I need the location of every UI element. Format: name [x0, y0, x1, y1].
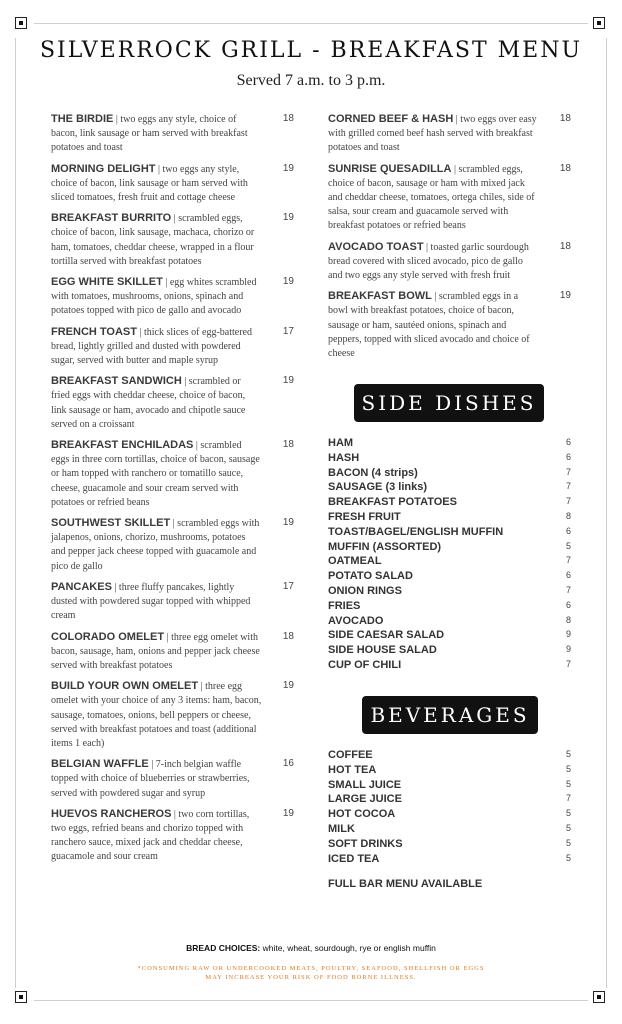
side-dish-row — [328, 659, 571, 674]
menu-item — [328, 240, 571, 284]
frame-bottom-line — [34, 1000, 588, 1001]
side-dish-row-name: HASH — [328, 451, 360, 464]
menu-item-price: 19 — [282, 212, 294, 224]
menu-item-description: | two corn tortillas, two eggs, refried beans and chorizo topped with ranchero sauce, mixed jack and cheddar cheese, guacamole and sour cream — [51, 808, 250, 863]
side-dish-row-price: 5 — [565, 540, 571, 551]
beverage-row-price: 5 — [565, 808, 571, 819]
menu-item — [51, 112, 294, 156]
menu-item-price: 19 — [282, 517, 294, 529]
side-dish-row-price: 6 — [565, 451, 571, 462]
menu-item — [51, 580, 294, 624]
side-dish-row-price: 6 — [565, 525, 571, 536]
beverages-list — [328, 749, 571, 867]
beverage-row — [328, 779, 571, 794]
right-menu-column — [328, 112, 571, 367]
corner-ornament-bottom-right — [593, 991, 605, 1003]
menu-item-name: HUEVOS RANCHEROS — [51, 807, 172, 820]
beverage-row — [328, 749, 571, 764]
menu-item-description: | scrambled eggs in a bowl with breakfast potatoes, choice of bacon, sausage or ham, sautéed onions, spinach and peppers, topped with sliced avocado and choice of cheese — [328, 291, 530, 360]
side-dish-row-price: 7 — [565, 584, 571, 595]
side-dish-row-name: FRESH FRUIT — [328, 510, 401, 523]
menu-item — [328, 112, 571, 156]
side-dish-row-name: BREAKFAST POTATOES — [328, 496, 457, 509]
menu-item-name: BREAKFAST BURRITO — [51, 212, 172, 225]
frame-right-line — [606, 38, 607, 988]
menu-item-description: | two eggs any style, choice of bacon, link sausage or ham served with sliced tomatoes, fresh fruit and cottage cheese — [51, 163, 248, 204]
menu-item-name: AVOCADO TOAST — [328, 240, 424, 253]
beverage-row-price: 5 — [565, 749, 571, 759]
side-dish-row — [328, 570, 571, 585]
menu-item-price: 18 — [559, 240, 571, 252]
side-dish-row-name: BACON (4 strips) — [328, 466, 418, 479]
menu-item-name: COLORADO OMELET — [51, 630, 165, 643]
side-dish-row-name: POTATO SALAD — [328, 570, 413, 583]
side-dish-row-name: FRIES — [328, 599, 361, 612]
menu-item-description: | scrambled or fried eggs with cheddar cheese, choice of bacon, link sausage or ham, avocado and chipotle sauce served on a croissant — [51, 376, 246, 430]
menu-item-name: BREAKFAST BOWL — [328, 290, 432, 303]
menu-item-name: BREAKFAST ENCHILADAS — [51, 439, 194, 452]
menu-item-name: CORNED BEEF & HASH — [328, 113, 454, 125]
side-dish-row — [328, 526, 571, 541]
beverage-row-price: 5 — [565, 763, 571, 774]
menu-item-description: | scrambled eggs, choice of bacon, sausage or ham with mixed jack and cheddar cheese, tomatoes, ortega chiles, side of salsa, sour cream and guacamole served with breakfast potatoes or refried beans — [328, 163, 535, 232]
menu-item-price: 18 — [559, 162, 571, 174]
menu-item — [51, 679, 294, 751]
menu-item — [51, 438, 294, 510]
menu-item-price: 19 — [282, 375, 294, 387]
menu-item-price: 17 — [282, 580, 294, 592]
menu-item-name: BREAKFAST SANDWICH — [51, 375, 182, 388]
side-dish-row — [328, 555, 571, 570]
menu-item-description: | 7-inch belgian waffle topped with choice of blueberries or strawberries, served with powdered sugar and syrup — [51, 759, 250, 799]
menu-item-description: | scrambled eggs, choice of bacon, link sausage, machaca, chorizo or ham, tomatoes, cheddar cheese, wrapped in a flour tortilla served with breakfast potatoes — [51, 213, 255, 267]
menu-item-name: BUILD YOUR OWN OMELET — [51, 680, 199, 693]
side-dish-row-price: 7 — [565, 496, 571, 507]
bread-choices-label: BREAD CHOICES: — [186, 943, 261, 953]
menu-item — [328, 289, 571, 361]
side-dish-row-name: SIDE CAESAR SALAD — [328, 629, 445, 642]
menu-item-name: SOUTHWEST SKILLET — [51, 517, 171, 530]
frame-top-line — [34, 23, 588, 24]
menu-item-description: | toasted garlic sourdough bread covered with sliced avocado, pico de gallo and two eggs any style served with fresh fruit — [328, 241, 529, 282]
side-dish-row — [328, 496, 571, 511]
side-dish-row-name: CUP OF CHILI — [328, 658, 402, 671]
beverage-row-name: HOT COCOA — [328, 808, 396, 821]
menu-item — [51, 162, 294, 206]
beverage-row-name: MILK — [328, 822, 355, 835]
menu-item-name: BELGIAN WAFFLE — [51, 758, 149, 771]
side-dishes-list — [328, 437, 571, 674]
frame-left-line — [15, 38, 16, 988]
menu-item — [51, 630, 294, 674]
menu-item-description: | three egg omelet with bacon, sausage, ham, onions and pepper jack cheese served with breakfast potatoes — [51, 631, 260, 671]
full-bar-note: FULL BAR MENU AVAILABLE — [328, 878, 483, 890]
side-dish-row-price: 9 — [565, 629, 571, 640]
side-dish-row-price: 8 — [565, 614, 571, 625]
menu-item-price: 18 — [282, 439, 294, 451]
side-dish-row-price: 6 — [565, 599, 571, 610]
beverages-banner: BEVERAGES — [364, 698, 536, 732]
menu-item-price: 19 — [282, 807, 294, 819]
side-dish-row-name: OATMEAL — [328, 555, 382, 568]
menu-item — [51, 325, 294, 369]
side-dish-row-price: 7 — [565, 466, 571, 477]
beverage-row — [328, 853, 571, 868]
side-dish-row-price: 8 — [565, 510, 571, 521]
beverage-row — [328, 838, 571, 853]
side-dish-row-name: HAM — [328, 437, 354, 449]
beverage-row-price: 5 — [565, 852, 571, 863]
beverage-row-name: COFFEE — [328, 749, 373, 761]
side-dish-row-price: 6 — [565, 570, 571, 581]
side-dish-row-name: ONION RINGS — [328, 584, 402, 597]
menu-item — [51, 275, 294, 319]
menu-item-description: | thick slices of egg-battered bread, lightly grilled and dusted with powdered sugar, served with butter and maple syrup — [51, 326, 252, 367]
food-warning-line-2: MAY INCREASE YOUR RISK OF FOOD BORNE ILLNESS. — [205, 974, 417, 981]
corner-ornament-bottom-left — [15, 991, 27, 1003]
beverage-row-name: ICED TEA — [328, 852, 380, 865]
menu-item-price: 17 — [282, 325, 294, 337]
beverage-row-price: 5 — [565, 837, 571, 848]
food-warning-line-1: *CONSUMING RAW OR UNDERCOOKED MEATS, POULTRY, SEAFOOD, SHELLFISH OR EGGS — [137, 965, 485, 972]
side-dish-row — [328, 585, 571, 600]
side-dish-row — [328, 467, 571, 482]
menu-item-price: 19 — [282, 680, 294, 692]
beverage-row-name: SOFT DRINKS — [328, 837, 403, 850]
menu-item-price: 16 — [282, 758, 294, 770]
menu-title: SILVERROCK GRILL - BREAKFAST MENU — [39, 38, 583, 63]
side-dish-row-name: SIDE HOUSE SALAD — [328, 644, 437, 657]
menu-item-price: 18 — [559, 113, 571, 124]
menu-item — [51, 757, 294, 801]
beverage-row — [328, 793, 571, 808]
side-dish-row — [328, 481, 571, 496]
side-dish-row — [328, 629, 571, 644]
side-dish-row — [328, 644, 571, 659]
side-dish-row-price: 7 — [565, 658, 571, 669]
beverage-row — [328, 808, 571, 823]
beverage-row-name: HOT TEA — [328, 763, 377, 776]
menu-item-description: | egg whites scrambled with tomatoes, mushrooms, onions, spinach and potatoes topped with pico de gallo and avocado — [51, 277, 257, 317]
side-dish-row-price: 9 — [565, 644, 571, 655]
side-dish-row — [328, 615, 571, 630]
side-dish-row — [328, 541, 571, 556]
menu-item — [51, 374, 294, 432]
left-menu-column — [51, 112, 294, 871]
side-dish-row — [328, 600, 571, 615]
menu-item-name: EGG WHITE SKILLET — [51, 276, 163, 289]
beverage-row-price: 5 — [565, 778, 571, 789]
menu-item-name: PANCAKES — [51, 580, 112, 593]
menu-item-price: 19 — [559, 290, 571, 302]
menu-item-name: SUNRISE QUESADILLA — [328, 162, 452, 175]
beverage-row-price: 5 — [565, 822, 571, 833]
menu-item-price: 18 — [282, 113, 294, 124]
menu-item-description: | two eggs over easy with grilled corned beef hash served with breakfast potatoes and toast — [328, 114, 537, 154]
menu-item — [51, 211, 294, 269]
menu-item — [51, 807, 294, 865]
beverage-row-name: SMALL JUICE — [328, 778, 402, 791]
side-dish-row — [328, 452, 571, 467]
menu-item-name: FRENCH TOAST — [51, 325, 137, 338]
side-dish-row-name: TOAST/BAGEL/ENGLISH MUFFIN — [328, 525, 504, 538]
menu-item-name: THE BIRDIE — [51, 113, 114, 125]
side-dish-row-price: 7 — [565, 481, 571, 492]
menu-item-name: MORNING DELIGHT — [51, 162, 156, 175]
side-dish-row — [328, 437, 571, 452]
menu-item-description: | scrambled eggs with jalapenos, onions, chorizo, mushrooms, potatoes and pepper jack cheese topped with guacamole and pico de gallo — [51, 518, 260, 572]
menu-item-description: | three fluffy pancakes, lightly dusted with powdered sugar topped with whipped cream — [51, 581, 251, 622]
menu-item-price: 18 — [282, 630, 294, 642]
menu-item-price: 19 — [282, 162, 294, 174]
menu-item-price: 19 — [282, 276, 294, 288]
corner-ornament-top-right — [593, 17, 605, 29]
side-dish-row-name: SAUSAGE (3 links) — [328, 481, 428, 494]
menu-item-description: | scrambled eggs in three corn tortillas, choice of bacon, sausage or ham topped with ranchero or tomatillo sauce, cheese, guacamole and sour cream served with potatoes or refried beans — [51, 440, 260, 508]
bread-choices — [0, 943, 622, 953]
menu-subtitle: Served 7 a.m. to 3 p.m. — [236, 72, 386, 89]
side-dish-row-name: MUFFIN (ASSORTED) — [328, 540, 442, 553]
side-dish-row-name: AVOCADO — [328, 614, 384, 627]
corner-ornament-top-left — [15, 17, 27, 29]
menu-item-description: | two eggs any style, choice of bacon, link sausage or ham served with breakfast potatoes and toast — [51, 114, 248, 154]
menu-item — [328, 162, 571, 234]
side-dish-row — [328, 511, 571, 526]
beverage-row-name: LARGE JUICE — [328, 793, 402, 806]
menu-item — [51, 516, 294, 574]
bread-choices-text: white, wheat, sourdough, rye or english muffin — [260, 943, 436, 953]
beverage-row — [328, 823, 571, 838]
menu-item-description: | three egg omelet with your choice of any 3 items: ham, bacon, sausage, tomatoes, onions, bell peppers or cheese, served with breakfast potatoes and toast (additional items 1 each) — [51, 681, 262, 749]
beverage-row-price: 7 — [565, 793, 571, 804]
food-warning — [0, 964, 622, 982]
side-dish-row-price: 6 — [565, 437, 571, 447]
beverage-row — [328, 764, 571, 779]
side-dish-row-price: 7 — [565, 555, 571, 566]
side-dishes-banner: SIDE DISHES — [356, 386, 542, 420]
